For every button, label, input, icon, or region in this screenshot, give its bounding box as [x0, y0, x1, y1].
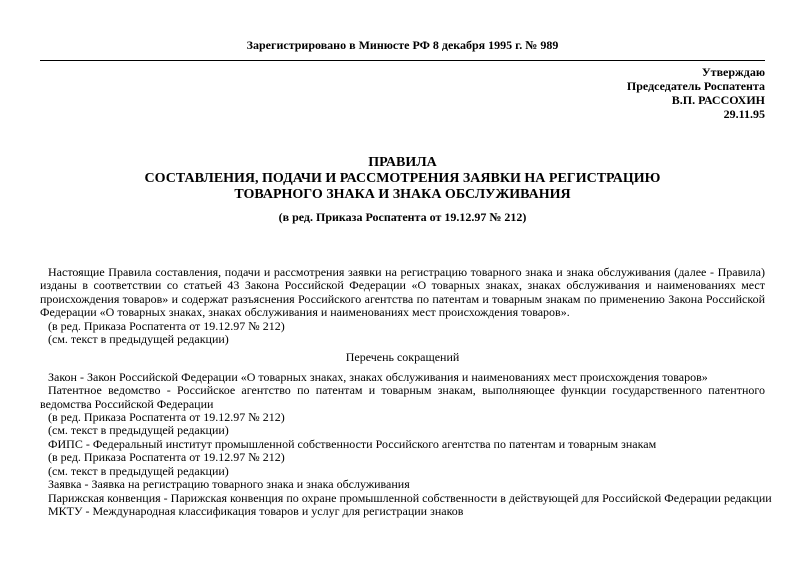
title-line-2: СОСТАВЛЕНИЯ, ПОДАЧИ И РАССМОТРЕНИЯ ЗАЯВКИ НА РЕГИСТРАЦИЮ — [144, 171, 661, 186]
approval-line-approve: Утверждаю — [701, 65, 765, 79]
abbrev-paris-convention: Парижская конвенция - Парижская конвенция по охране промышленной собственности в действующей для Российской Федерации редакции — [48, 490, 772, 505]
title-line-3: ТОВАРНОГО ЗНАКА И ЗНАКА ОБСЛУЖИВАНИЯ — [234, 187, 571, 202]
document-body — [40, 265, 772, 518]
title-line-1: ПРАВИЛА — [368, 155, 437, 170]
approval-line-date: 29.11.95 — [723, 107, 765, 121]
abbrev-fips-previous-link[interactable]: (см. текст в предыдущей редакции) — [48, 463, 229, 478]
edition-note: (в ред. Приказа Роспатента от 19.12.97 № 212) — [278, 210, 527, 224]
intro-previous-edition-link[interactable]: (см. текст в предыдущей редакции) — [48, 332, 229, 347]
abbrev-fips-amendment-link[interactable]: (в ред. Приказа Роспатента от 19.12.97 № 212) — [48, 450, 285, 465]
abbreviations-heading: Перечень сокращений — [345, 350, 460, 365]
abbrev-mktu: МКТУ - Международная классификация товаров и услуг для регистрации знаков — [48, 503, 464, 518]
header-divider — [40, 60, 765, 61]
approval-block — [627, 65, 765, 121]
abbrev-patent-office: Патентное ведомство - Российское агентство по патентам и товарным знакам, выполняющее функции государственного патентного ведомства Российской Федерации — [40, 383, 765, 411]
document-page — [40, 0, 772, 571]
intro-amendment-link[interactable]: (в ред. Приказа Роспатента от 19.12.97 № 212) — [48, 318, 285, 333]
abbrev-patent-office-previous-link[interactable]: (см. текст в предыдущей редакции) — [48, 423, 229, 438]
registration-note: Зарегистрировано в Минюсте РФ 8 декабря 1995 г. № 989 — [246, 38, 559, 52]
abbrev-law: Закон - Закон Российской Федерации «О товарных знаках, знаках обслуживания и наименованиях мест происхождения товаров» — [48, 369, 708, 384]
abbrev-patent-office-amendment-link[interactable]: (в ред. Приказа Роспатента от 19.12.97 № 212) — [48, 410, 285, 425]
abbrev-application: Заявка - Заявка на регистрацию товарного знака и знака обслуживания — [48, 477, 410, 492]
abbrev-fips: ФИПС - Федеральный институт промышленной собственности Российского агентства по патентам и товарным знакам — [48, 436, 657, 451]
document-title — [40, 155, 765, 203]
intro-paragraph: Настоящие Правила составления, подачи и рассмотрения заявки на регистрацию товарного знака и знака обслуживания (далее - Правила) изданы в соответствии со статьей 43 Закона Российской Федерации «О товарных знаках, знаках обслуживания и наименованиях мест происхождения товаров» и содержат разъяснения Российского агентства по патентам и товарным знакам по применению Закона Российской Федерации «О товарных знаках, знаках обслуживания и наименованиях мест происхождения товаров». — [40, 265, 765, 320]
approval-line-name: В.П. РАССОХИН — [671, 93, 765, 107]
approval-line-position: Председатель Роспатента — [626, 79, 765, 93]
